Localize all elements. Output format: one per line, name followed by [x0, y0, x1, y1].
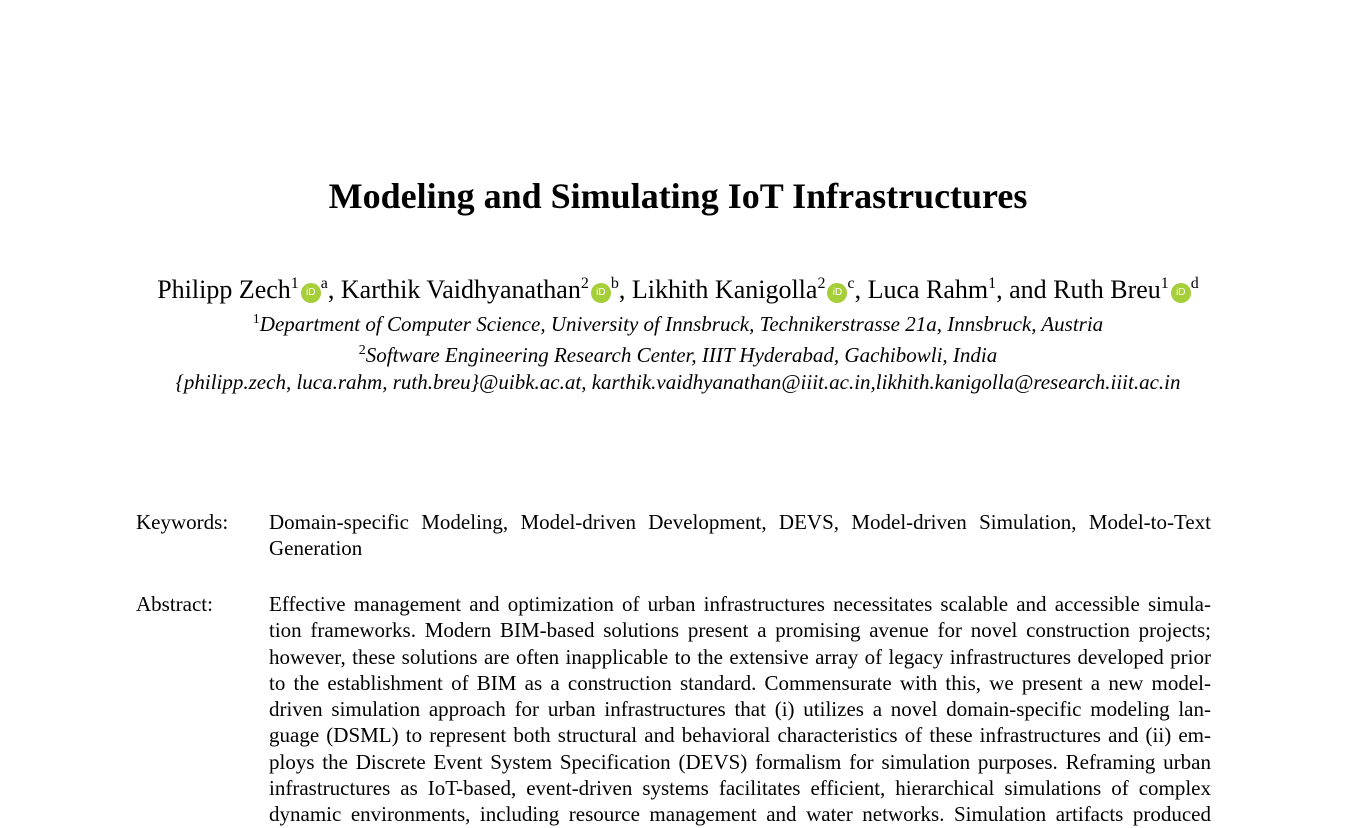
orcid-footnote-mark: b	[610, 275, 619, 292]
abstract-label: Abstract:	[136, 592, 213, 616]
abstract-line: tion frameworks. Modern BIM-based solutions present a promising avenue for novel construction projects;	[269, 618, 1211, 643]
paper-title: Modeling and Simulating IoT Infrastructures	[328, 176, 1028, 216]
keywords-label: Keywords:	[136, 510, 229, 534]
author-list	[0, 272, 1356, 308]
abstract-line: Effective management and optimization of urban infrastructures necessitates scalable and accessible simula-	[269, 592, 1211, 616]
orcid-footnote-mark: c	[847, 275, 855, 292]
author-separator: ,	[854, 275, 868, 304]
author-name: Philipp Zech	[157, 275, 291, 304]
affiliation-2	[0, 341, 1356, 369]
keywords-text	[269, 509, 1211, 562]
author-name: Luca Rahm	[867, 275, 989, 304]
abstract-line: dynamic environments, including resource management and water networks. Simulation artifacts produced	[269, 802, 1211, 827]
affiliation-text: Software Engineering Research Center, IIIT Hyderabad, Gachibowli, India	[365, 343, 998, 367]
abstract-line: driven simulation approach for urban infrastructures that (i) utilizes a novel domain-specific modeling lan-	[269, 697, 1211, 722]
affiliation-number: 2	[358, 343, 366, 358]
orcid-icon[interactable]: iD	[1171, 283, 1191, 303]
abstract-line: ploys the Discrete Event System Specification (DEVS) formalism for simulation purposes. Reframing urban	[269, 749, 1211, 774]
author-name: Likhith Kanigolla	[631, 275, 818, 304]
author-emails: {philipp.zech, luca.rahm, ruth.breu}@uibk.ac.at, karthik.vaidhyanathan@iiit.ac.in,likhith.kanigolla@research.iiit.ac.in	[175, 370, 1181, 394]
orcid-icon[interactable]: iD	[591, 283, 611, 303]
author-affil-number: 1	[988, 275, 997, 292]
author-affil-number: 1	[1160, 275, 1169, 292]
author-separator: ,	[327, 275, 341, 304]
affiliation-1	[0, 310, 1356, 338]
author-name: Ruth Breu	[1053, 275, 1161, 304]
keywords-line: Generation	[269, 536, 363, 561]
orcid-footnote-mark: d	[1190, 275, 1199, 292]
abstract-text	[269, 591, 1211, 828]
author-affil-number: 2	[580, 275, 589, 292]
abstract-line: guage (DSML) to represent both structural and behavioral characteristics of these infrastructures and (ii) em-	[269, 723, 1211, 748]
abstract-line: however, these solutions are often inapplicable to the extensive array of legacy infrastructures developed prior	[269, 644, 1211, 669]
affiliation-text: Department of Computer Science, University of Innsbruck, Technikerstrasse 21a, Innsbruck, Austria	[259, 312, 1104, 336]
author-separator: ,	[618, 275, 632, 304]
keywords-line: Domain-specific Modeling, Model-driven Development, DEVS, Model-driven Simulation, Model-to-Text	[269, 510, 1211, 534]
abstract-line: to the establishment of BIM as a construction standard. Commensurate with this, we present a new model-	[269, 670, 1211, 695]
author-name: Karthik Vaidhyanathan	[340, 275, 581, 304]
affiliation-number: 1	[252, 312, 260, 327]
author-separator: , and	[996, 275, 1054, 304]
abstract-line: infrastructures as IoT-based, event-driven systems facilitates efficient, hierarchical simulations of complex	[269, 776, 1211, 801]
orcid-icon[interactable]: iD	[827, 283, 847, 303]
author-affil-number: 1	[290, 275, 299, 292]
author-affil-number: 2	[817, 275, 826, 292]
orcid-icon[interactable]: iD	[301, 283, 321, 303]
orcid-footnote-mark: a	[320, 275, 328, 292]
